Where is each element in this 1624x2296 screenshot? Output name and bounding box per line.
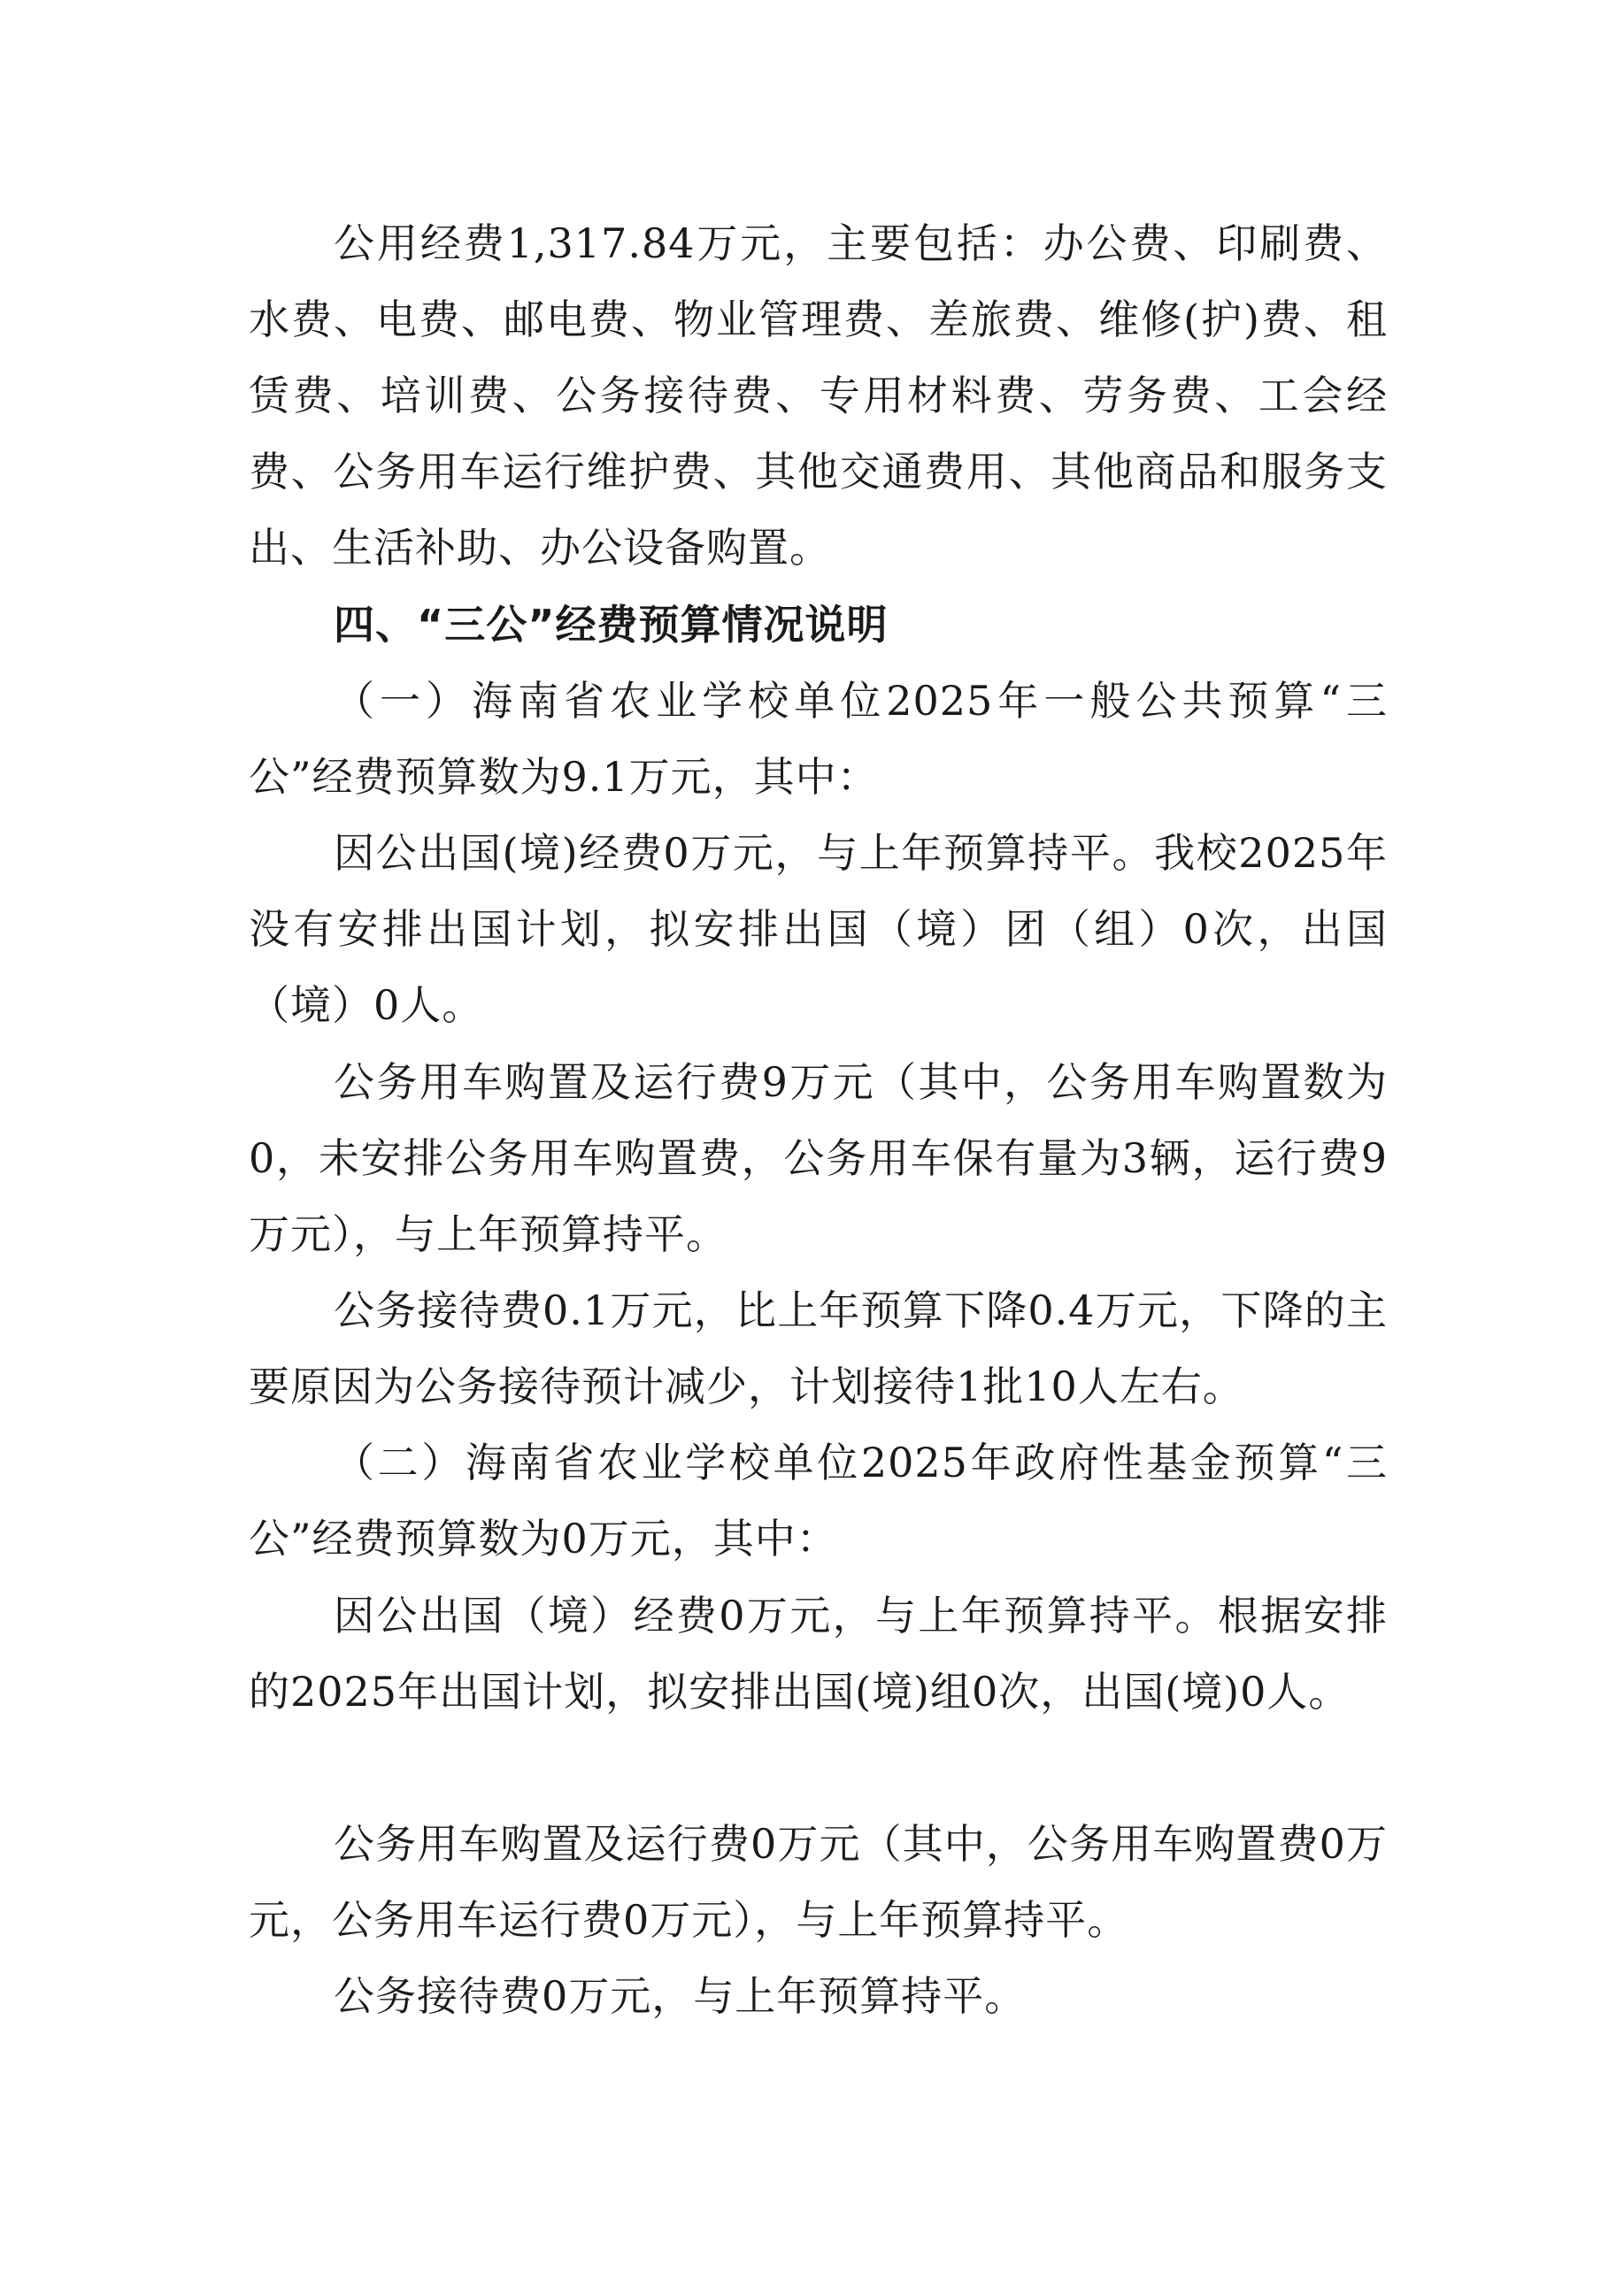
paragraph-public-expenses: 公用经费1,317.84万元，主要包括：办公费、印刷费、水费、电费、邮电费、物业管理费、差旅费、维修(护)费、租赁费、培训费、公务接待费、专用材料费、劳务费、工会经费、公务用车运行维护费、其他交通费用、其他商品和服务支出、生活补助、办公设备购置。 bbox=[249, 219, 1388, 572]
paragraph-general-overseas-travel: 因公出国(境)经费0万元，与上年预算持平。我校2025年没有安排出国计划，拟安排出国（境）团（组）0次，出国（境）0人。 bbox=[249, 829, 1388, 1029]
paragraph-general-vehicle-costs: 公务用车购置及运行费9万元（其中，公务用车购置数为0，未安排公务用车购置费，公务用车保有量为3辆，运行费9万元），与上年预算持平。 bbox=[249, 1058, 1388, 1258]
paragraph-fund-overseas-travel: 因公出国（境）经费0万元，与上年预算持平。根据安排的2025年出国计划，拟安排出国(境)组0次，出国(境)0人。 bbox=[249, 1592, 1388, 1716]
paragraph-fund-budget-summary: （二）海南省农业学校单位2025年政府性基金预算“三公”经费预算数为0万元，其中： bbox=[249, 1439, 1388, 1563]
paragraph-general-budget-summary: （一）海南省农业学校单位2025年一般公共预算“三公”经费预算数为9.1万元，其中： bbox=[249, 677, 1388, 801]
paragraph-general-reception-costs: 公务接待费0.1万元，比上年预算下降0.4万元，下降的主要原因为公务接待预计减少，计划接待1批10人左右。 bbox=[249, 1286, 1388, 1410]
section-heading-three-public-expenses: 四、“三公”经费预算情况说明 bbox=[334, 601, 889, 649]
paragraph-fund-reception-costs: 公务接待费0万元，与上年预算持平。 bbox=[334, 1972, 1027, 2020]
paragraph-fund-vehicle-costs: 公务用车购置及运行费0万元（其中，公务用车购置费0万元，公务用车运行费0万元），与上年预算持平。 bbox=[249, 1820, 1388, 1944]
